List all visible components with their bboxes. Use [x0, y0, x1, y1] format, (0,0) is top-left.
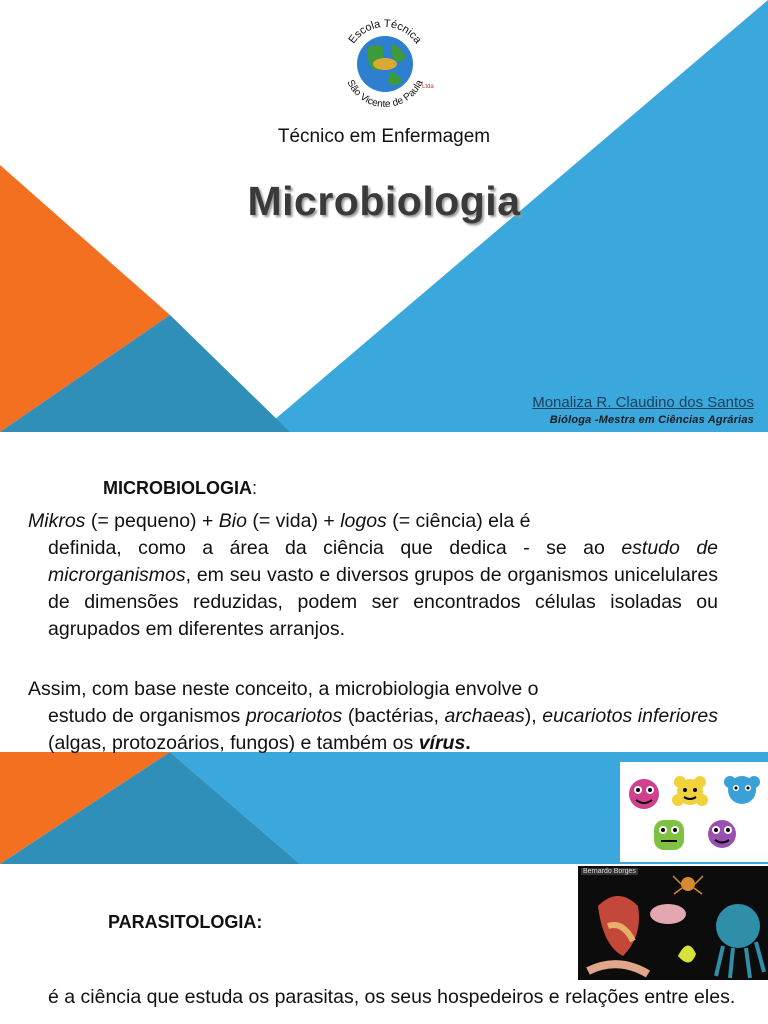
svg-text:Escola Técnica: Escola Técnica [346, 17, 424, 46]
section-heading: MICROBIOLOGIA: [103, 478, 258, 498]
scope-paragraph: Assim, com base neste conceito, a microbiologia envolve o estudo de organismos procariotos (bactérias, archaeas), eucariotos inferiores (algas, protozoários, fungos) e também os vírus. [28, 678, 718, 754]
author-role: Bióloga -Mestra em Ciências Agrárias [549, 414, 754, 426]
svg-text:Ltda: Ltda [422, 84, 434, 90]
parasites-photo [578, 866, 768, 980]
yellow-microbe [672, 776, 708, 806]
green-microbe [654, 820, 684, 850]
parasitology-paragraph: é a ciência que estuda os parasitas, os seus hospedeiros e relações entre eles. [48, 986, 736, 1008]
slide-title: Microbiologia [247, 178, 521, 224]
cartoon-microbes-image [620, 762, 768, 862]
pink-microbe [629, 779, 659, 809]
microbiology-slide [0, 432, 768, 864]
author-name: Monaliza R. Claudino dos Santos [532, 394, 754, 411]
school-logo [330, 14, 440, 114]
purple-microbe [708, 820, 736, 848]
parasitology-slide [0, 864, 768, 1024]
svg-text:São Vicente de Paula: São Vicente de Paula [344, 78, 426, 111]
section-heading: PARASITOLOGIA: [108, 912, 263, 932]
course-subtitle: Técnico em Enfermagem [277, 126, 491, 147]
definition-paragraph: Mikros (= pequeno) + Bio (= vida) + logos (= ciência) ela é definida, como a área da ciência que dedica - se ao estudo de microrganismos, em seu vasto e diversos grupos de organismos unicelulares de dimensões reduzidas, podem ser encontrados células isoladas ou agrupados em diferentes arranjos. [28, 510, 719, 640]
blue-microbe [724, 776, 760, 804]
title-slide [0, 0, 768, 432]
photo-credit: Bernardo Borges [583, 868, 636, 875]
